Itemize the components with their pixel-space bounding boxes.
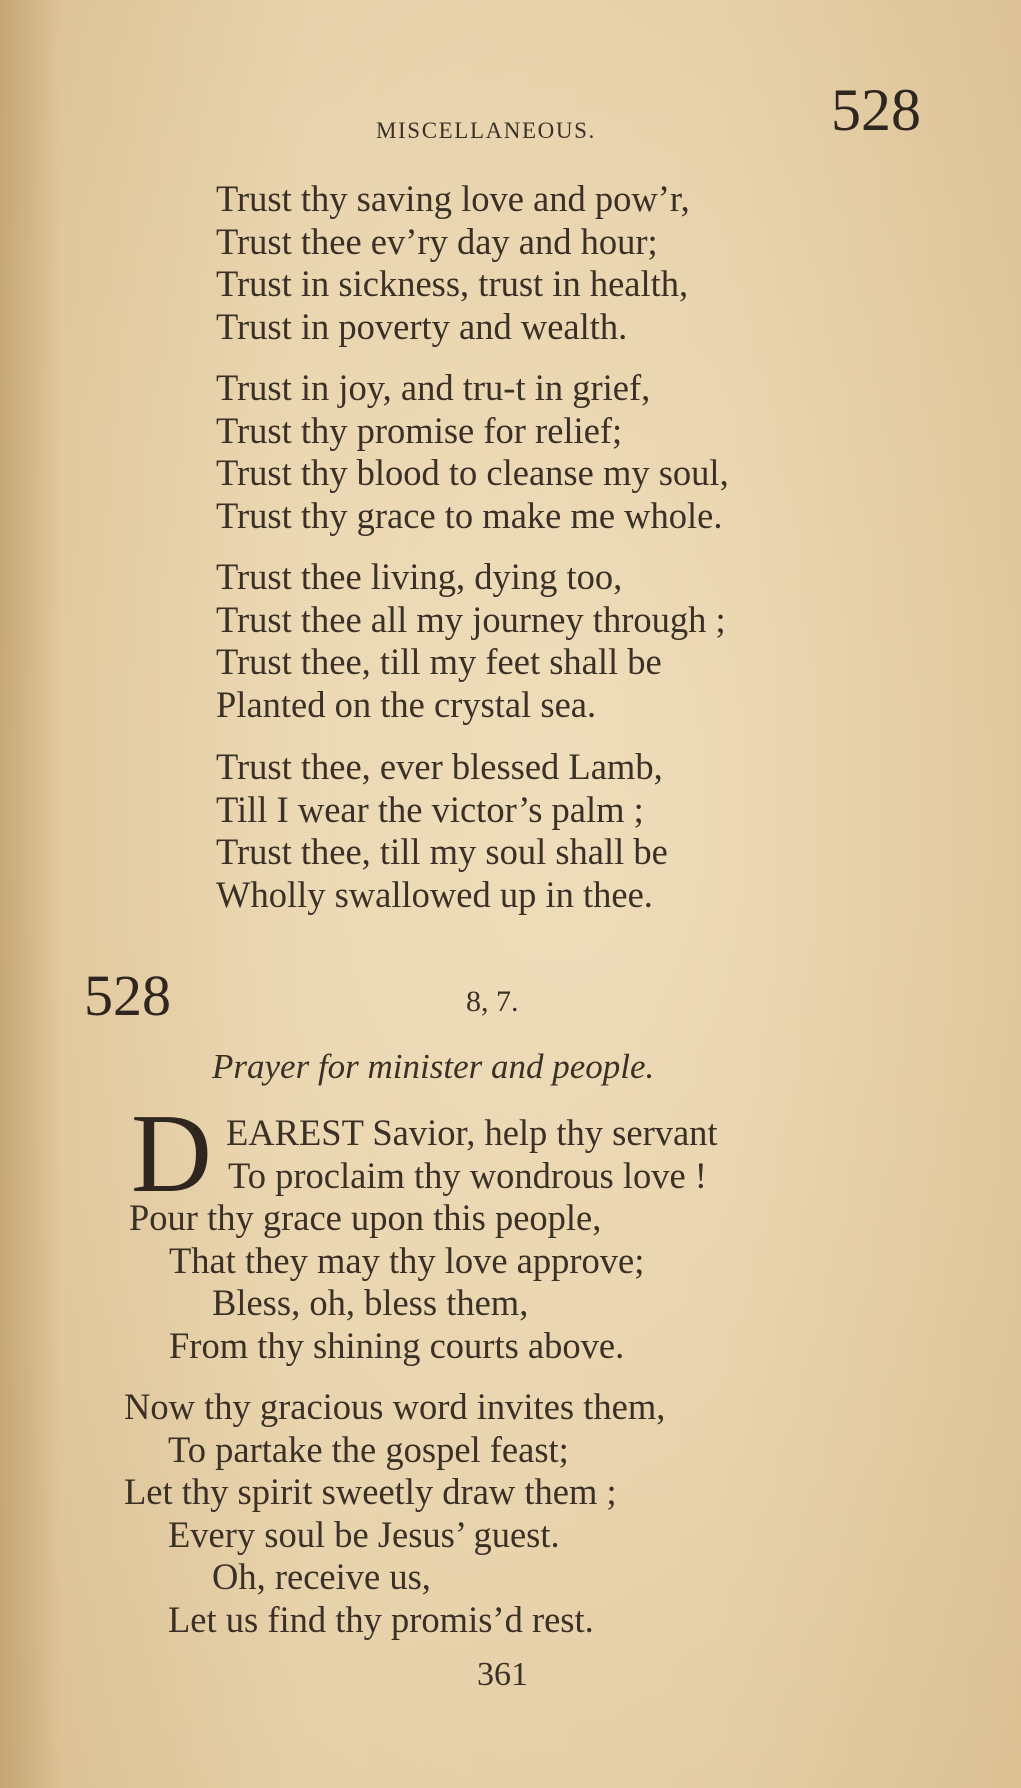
verse-line: Trust thee living, dying too, [216, 556, 623, 597]
verse-line: Trust thy grace to make me whole. [216, 494, 723, 536]
verse-line: Let us find thy promis’d rest. [168, 1598, 594, 1640]
hymn-title: Prayer for minister and people. [212, 1047, 655, 1086]
verse-line: Till I wear the victor’s palm ; [216, 788, 644, 830]
verse-line: Trust thy saving love and pow’r, [216, 178, 690, 219]
hymn-stanza [0, 1112, 718, 1367]
verse-line: Planted on the crystal sea. [216, 683, 597, 725]
verse-line: From thy shining courts above. [169, 1324, 625, 1366]
verse-line: Trust thee, till my feet shall be [216, 641, 662, 682]
verse-line: Trust in joy, and tru-t in grief, [216, 367, 651, 408]
verse-line: Trust thee, ever blessed Lamb, [216, 746, 663, 787]
page-number: 361 [477, 1656, 528, 1693]
verse-line: Pour thy grace upon this people, [129, 1197, 602, 1238]
verse-line: Trust thy promise for relief; [216, 409, 623, 451]
verse-line: Trust thee ev’ry day and hour; [216, 220, 658, 262]
section-heading: MISCELLANEOUS. [376, 118, 596, 143]
verse-line: Trust thee all my journey through ; [216, 598, 726, 640]
verse-line: Every soul be Jesus’ guest. [168, 1513, 560, 1555]
verse-line: Now thy gracious word invites them, [124, 1386, 666, 1427]
verse-stanza [216, 746, 668, 916]
verse-stanza [216, 556, 726, 726]
running-hymn-number: 528 [831, 77, 921, 143]
verse-line: Trust thee, till my soul shall be [216, 831, 668, 872]
verse-line: Trust thy blood to cleanse my soul, [216, 452, 729, 493]
verse-line: Trust in poverty and wealth. [216, 305, 628, 347]
verse-line: To proclaim thy wondrous love ! [228, 1154, 707, 1196]
verse-line: Let thy spirit sweetly draw them ; [124, 1471, 617, 1512]
hymn-number: 528 [84, 963, 171, 1028]
hymn-meter: 8, 7. [466, 985, 519, 1018]
verse-line: Wholly swallowed up in thee. [216, 873, 653, 915]
drop-cap: D [131, 1092, 212, 1216]
verse-stanza [216, 178, 690, 348]
verse-line: Trust in sickness, trust in health, [216, 263, 689, 304]
verse-line: Oh, receive us, [212, 1556, 431, 1597]
verse-line: That they may thy love approve; [169, 1239, 645, 1281]
verse-line: To partake the gospel feast; [168, 1428, 569, 1470]
hymn-stanza [0, 1386, 665, 1641]
verse-line: EAREST Savior, help thy servant [226, 1112, 718, 1153]
verse-line: Bless, oh, bless them, [212, 1282, 529, 1323]
verse-stanza [216, 367, 729, 537]
